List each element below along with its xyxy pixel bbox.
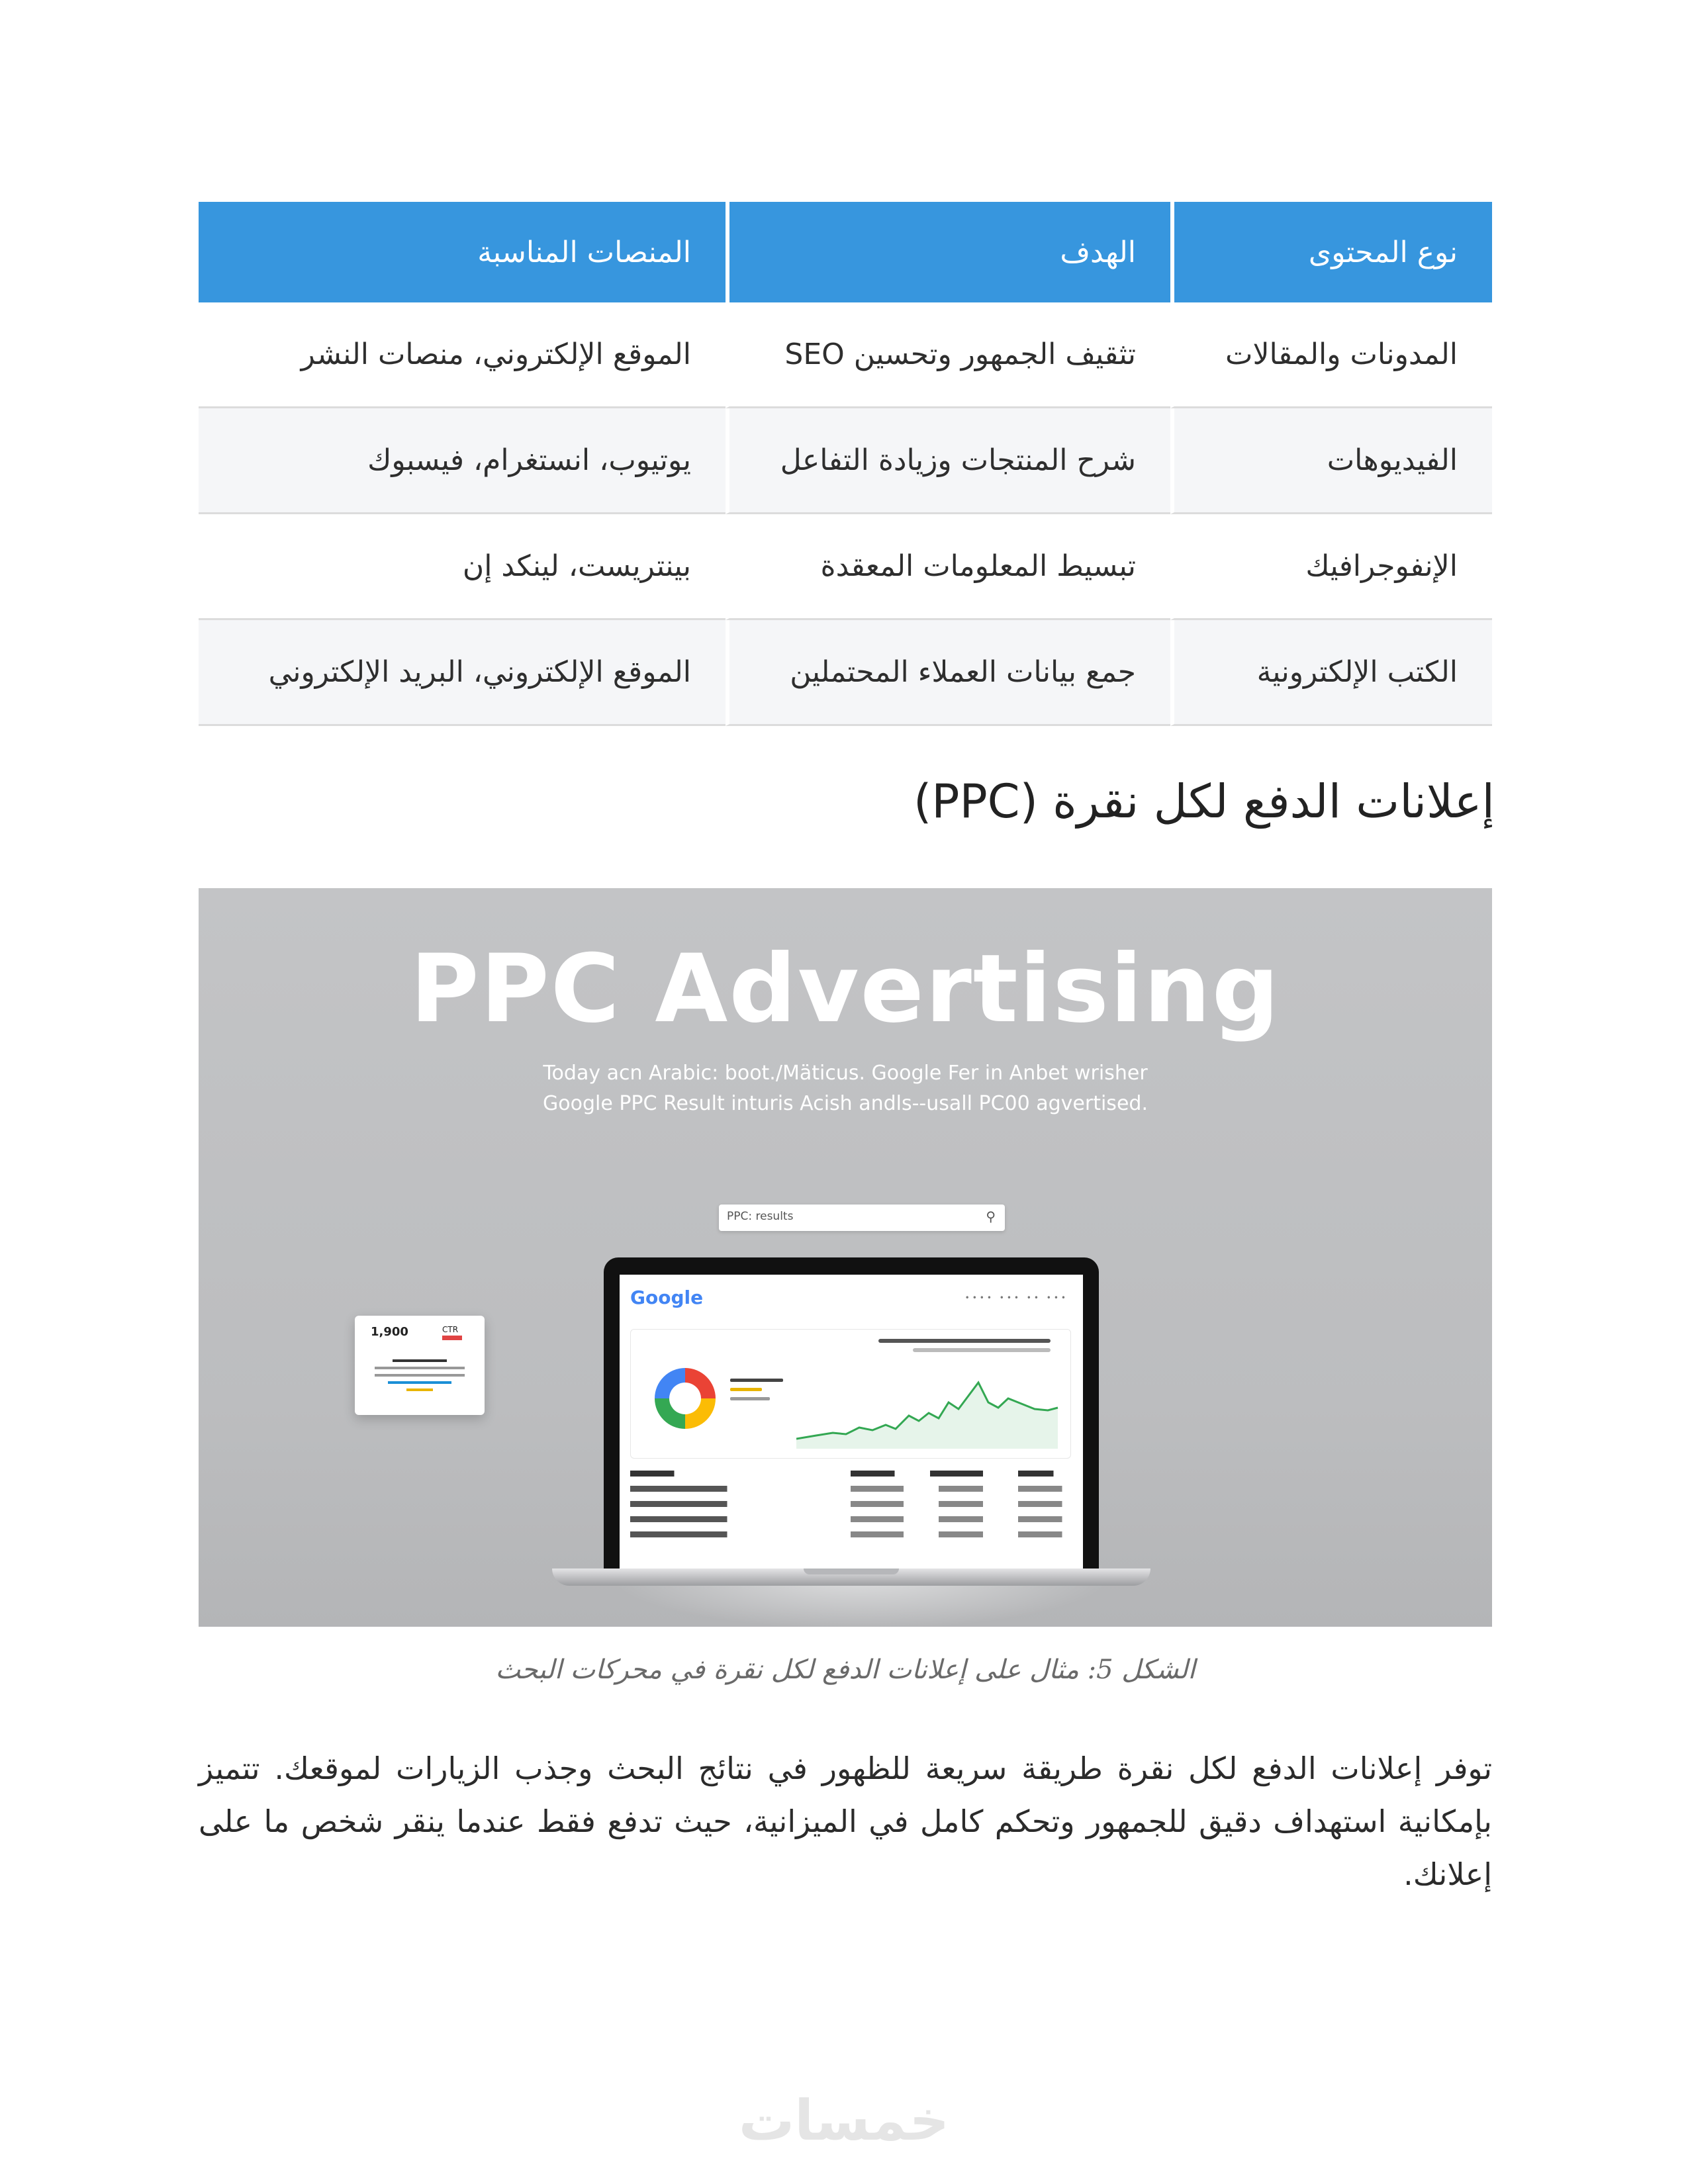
- khamsat-logo: خمسات: [738, 2088, 950, 2153]
- laptop-display: [620, 1275, 1083, 1570]
- header-content-type: نوع المحتوى: [1170, 202, 1492, 302]
- table-row: [199, 620, 1492, 726]
- card-ctr: CTR: [442, 1325, 459, 1334]
- figure-subtitle-line1: Today acn Arabic: boot./Mäticus. Google Fer in Anbet wrisher: [543, 1062, 1148, 1085]
- ppc-figure-image: [199, 888, 1492, 1627]
- cell-platforms: الموقع الإلكتروني، البريد الإلكتروني: [199, 620, 726, 726]
- cell-goal: شرح المنتجات وزيادة التفاعل: [726, 408, 1170, 514]
- display-nav-placeholder: •••• ••• •• •••: [964, 1293, 1068, 1302]
- cell-content-type: الإنفوجرافيك: [1170, 514, 1492, 620]
- cell-content-type: الكتب الإلكترونية: [1170, 620, 1492, 726]
- table-header-row: [199, 202, 1492, 302]
- cell-content-type: الفيديوهات: [1170, 408, 1492, 514]
- card-text-lines: [375, 1359, 465, 1396]
- card-ctr-value: [442, 1336, 462, 1340]
- figure-subtitle-line2: Google PPC Result inturis Acish andls-‑usall PC00 agvertised.: [543, 1092, 1148, 1115]
- section-heading: إعلانات الدفع لكل نقرة (PPC): [913, 774, 1495, 829]
- results-mini-table: [630, 1471, 1071, 1547]
- table-row: [199, 514, 1492, 620]
- card-text-lines: [730, 1379, 783, 1406]
- card-header-lines: [878, 1339, 1051, 1357]
- stats-float-card: [355, 1316, 485, 1415]
- figure-title: PPC Advertising: [410, 934, 1281, 1044]
- header-platforms: المنصات المناسبة: [199, 202, 726, 302]
- cell-goal: جمع بيانات العملاء المحتملين: [726, 620, 1170, 726]
- content-types-table: [199, 202, 1492, 726]
- cell-content-type: المدونات والمقالات: [1170, 302, 1492, 408]
- header-goal: الهدف: [726, 202, 1170, 302]
- table-row: [199, 302, 1492, 408]
- figure-search-bar: [719, 1205, 1005, 1231]
- dashboard-card: [630, 1329, 1071, 1459]
- search-icon: ⚲: [986, 1208, 996, 1224]
- laptop-base: [552, 1569, 1150, 1586]
- body-paragraph: توفر إعلانات الدفع لكل نقرة طريقة سريعة للظهور في نتائج البحث وجذب الزيارات لموقعك. تتميز بإمكانية استهداف دقيق للجمهور وتحكم كامل في الميزانية، حيث تدفع فقط عندما ينقر شخص ما على إعلانك.: [199, 1751, 1492, 1892]
- cell-platforms: يوتيوب، انستغرام، فيسبوك: [199, 408, 726, 514]
- cell-platforms: بينتريست، لينكد إن: [199, 514, 726, 620]
- cell-goal: تثقيف الجمهور وتحسين SEO: [726, 302, 1170, 408]
- figure-search-text: PPC: results: [727, 1210, 794, 1223]
- laptop-screen: [604, 1257, 1099, 1570]
- donut-chart-icon: [655, 1368, 716, 1429]
- google-logo: Google: [630, 1287, 704, 1308]
- cell-platforms: الموقع الإلكتروني، منصات النشر: [199, 302, 726, 408]
- figure-caption: الشكل 5: مثال على إعلانات الدفع لكل نقرة في محركات البحث: [495, 1655, 1196, 1685]
- table-row: [199, 408, 1492, 514]
- cell-goal: تبسيط المعلومات المعقدة: [726, 514, 1170, 620]
- sparkline-chart: [796, 1369, 1061, 1449]
- card-stat: 1,900: [371, 1325, 408, 1339]
